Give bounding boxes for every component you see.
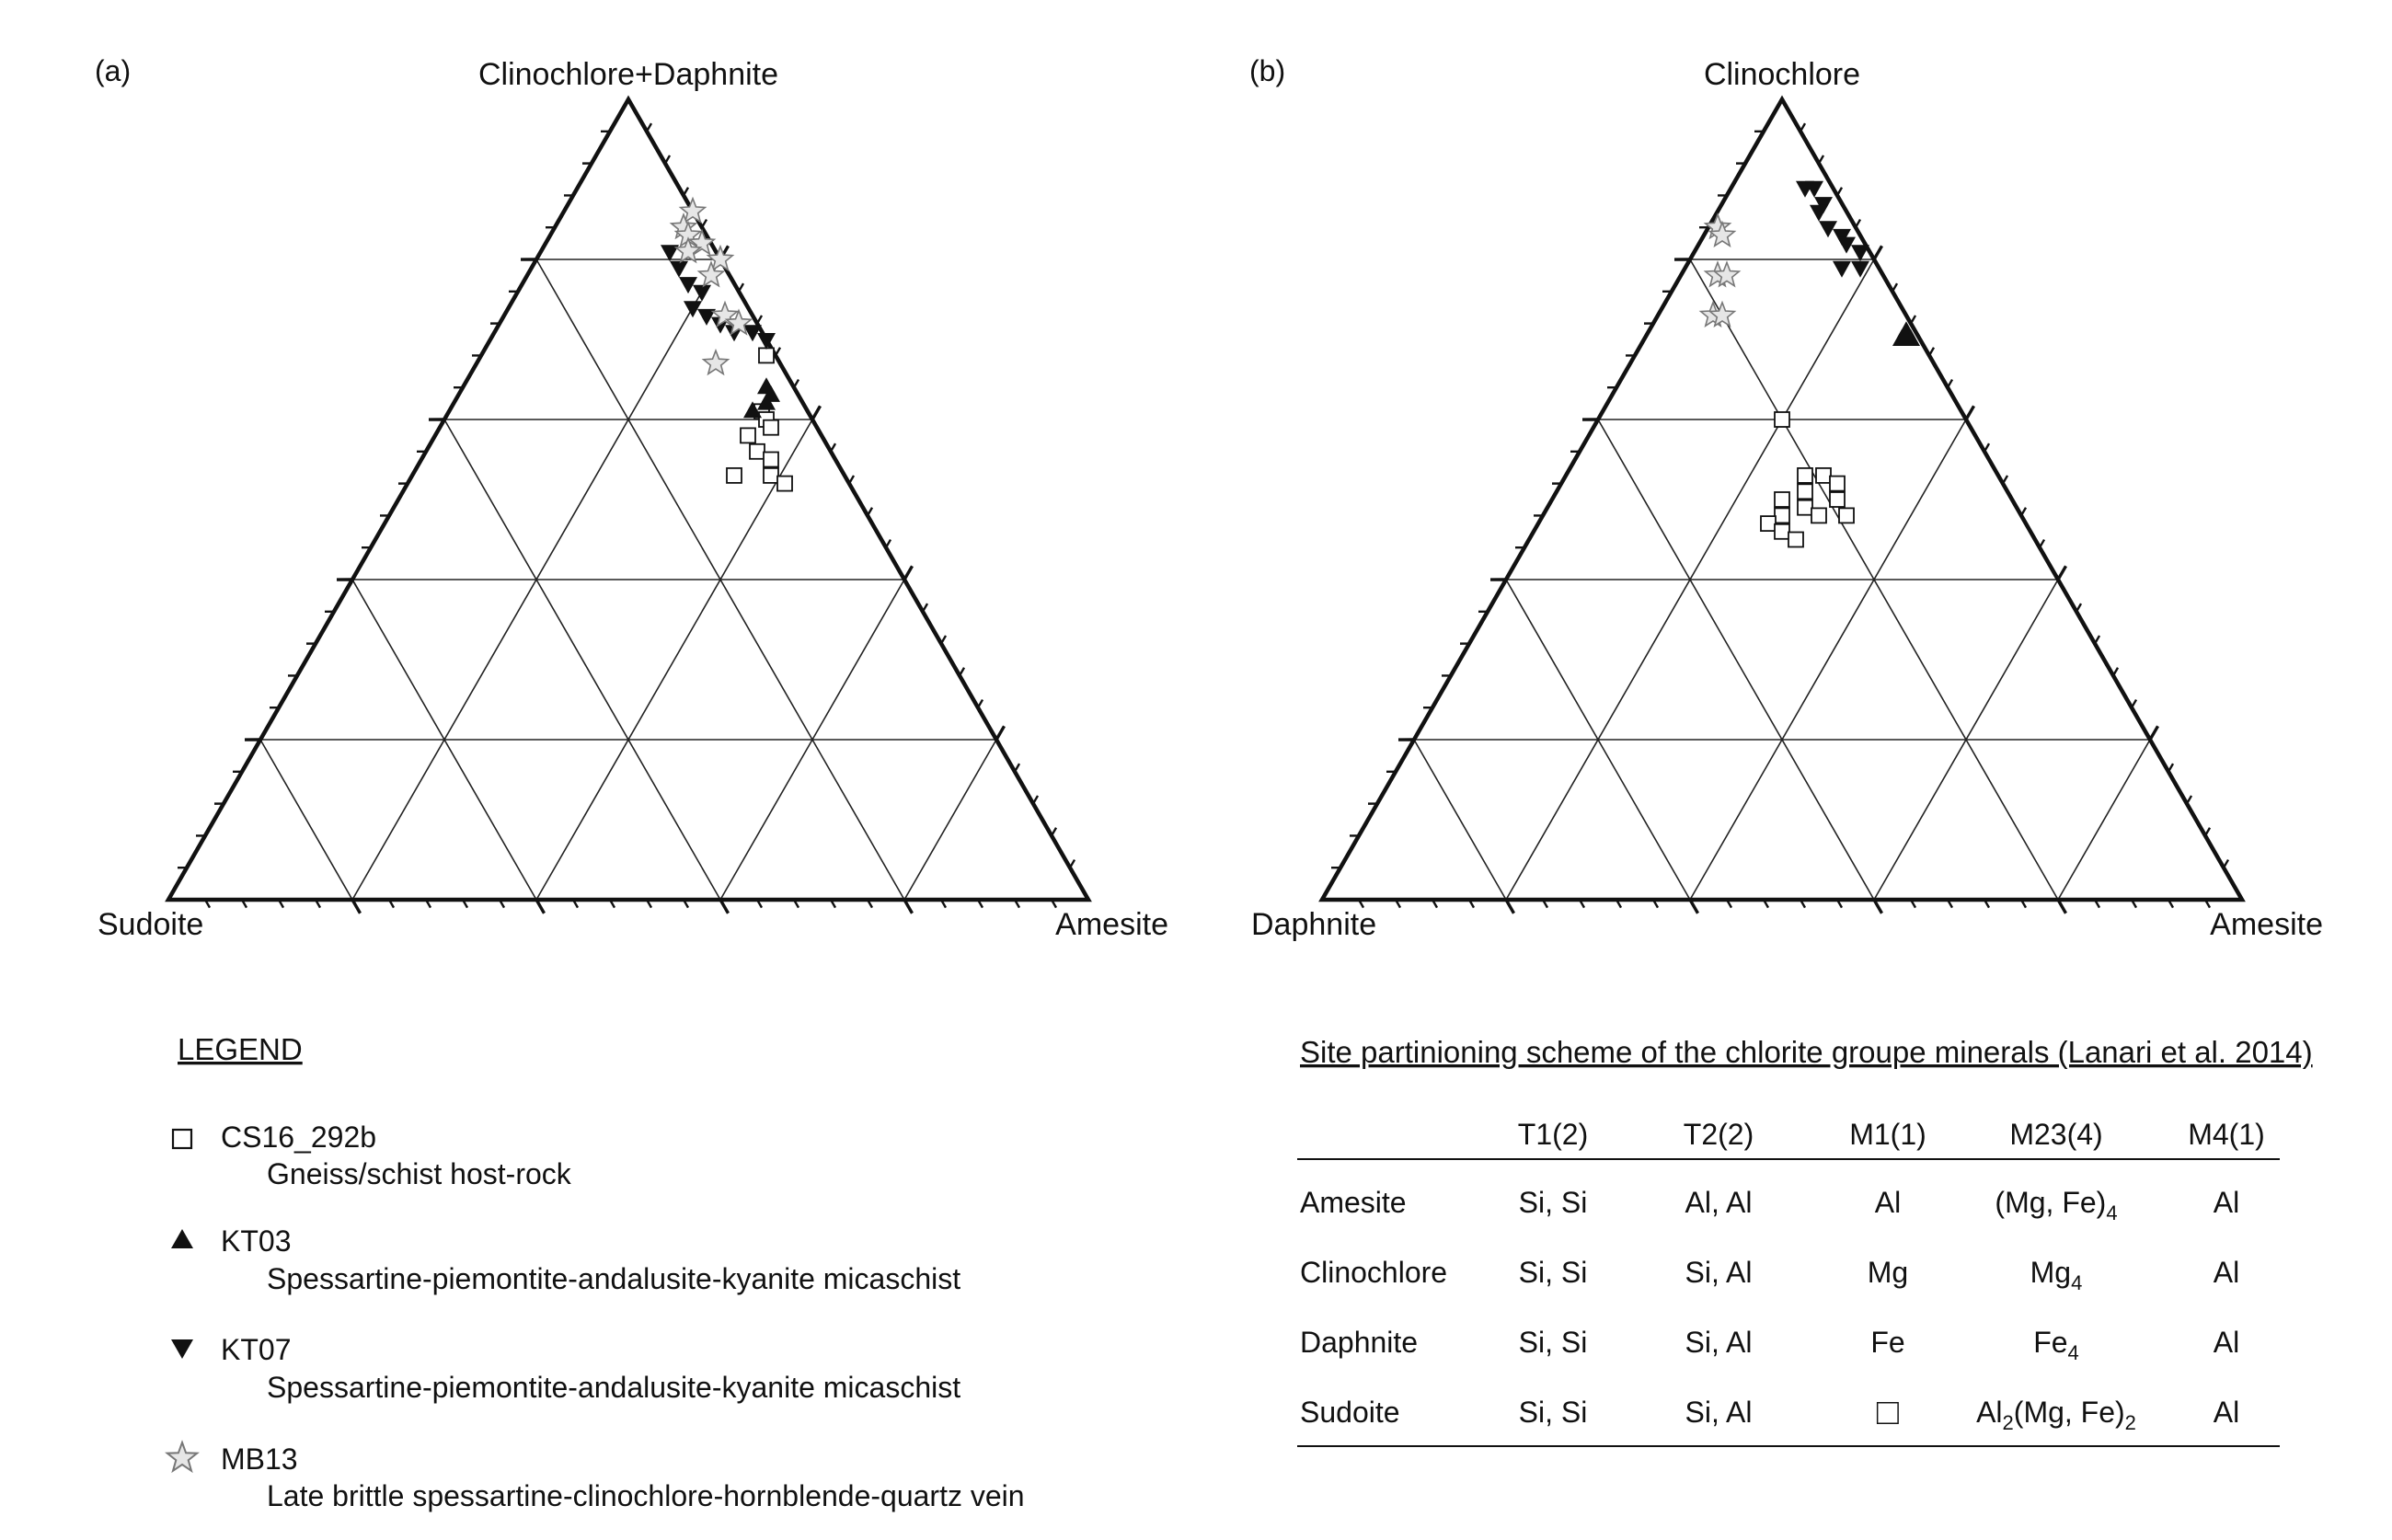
grid-line [2058, 740, 2150, 900]
grid-line [1690, 419, 1966, 900]
point-CS16_292b [750, 444, 765, 459]
point-CS16_292b [1788, 533, 1803, 547]
ternary-points-a [661, 199, 792, 491]
column-header: M23(4) [2009, 1118, 2103, 1151]
legend-item-mb13 [167, 1442, 1025, 1512]
legend-title: LEGEND [178, 1032, 303, 1066]
point-CS16_292b [741, 428, 755, 442]
point-CS16_292b [1839, 508, 1854, 523]
legend-description: Spessartine-piemontite-andalusite-kyanite micaschist [267, 1371, 961, 1404]
point-CS16_292b [1811, 508, 1826, 523]
ternary-frame-a [168, 99, 1088, 900]
point-CS16_292b [764, 420, 778, 435]
triangle-up-marker-icon [171, 1229, 193, 1248]
grid-line [260, 740, 352, 900]
grid-line [536, 419, 812, 900]
table-row [1300, 1256, 2239, 1294]
point-CS16_292b [1775, 508, 1789, 523]
legend-code: KT03 [221, 1224, 292, 1258]
point-CS16_292b [764, 453, 778, 467]
point-CS16_292b [1798, 468, 1812, 483]
cell-t1: Si, Si [1518, 1396, 1588, 1429]
cell-t2: Si, Al [1685, 1256, 1753, 1289]
legend-item-kt03 [171, 1224, 960, 1295]
apex-top-label-b: Clinochlore [1703, 57, 1861, 92]
cell-t2: Si, Al [1685, 1396, 1753, 1429]
cell-m23: $Fe_4$ [2033, 1326, 2079, 1364]
row-mineral: Amesite [1300, 1186, 1407, 1219]
cell-m4: Al [2213, 1326, 2240, 1359]
ternary-ticks-a [178, 123, 1075, 914]
triangle-down-marker-icon [171, 1339, 193, 1359]
apex-left-label-b: Daphnite [1251, 907, 1377, 942]
column-header: T2(2) [1683, 1118, 1754, 1151]
point-KT07 [1833, 261, 1851, 278]
row-mineral: Sudoite [1300, 1396, 1400, 1429]
cell-t1: Si, Si [1518, 1256, 1588, 1289]
panel-label-b: (b) [1249, 54, 1286, 87]
cell-m1: Mg [1867, 1256, 1909, 1289]
legend [167, 1032, 1025, 1512]
table-row [1300, 1186, 2239, 1224]
point-CS16_292b [1830, 492, 1845, 507]
legend-description: Late brittle spessartine-clinochlore-hornblende-quartz vein [267, 1479, 1025, 1512]
cell-m23: (Mg, $Fe)_4$ [1995, 1186, 2118, 1224]
ternary-grid-b [1414, 259, 2150, 900]
point-KT07 [693, 285, 711, 302]
point-CS16_292b [764, 468, 778, 483]
legend-item-cs16 [173, 1121, 572, 1190]
grid-line [904, 740, 996, 900]
point-CS16_292b [1775, 492, 1789, 507]
legend-description: Gneiss/schist host-rock [267, 1157, 571, 1190]
apex-right-label-b: Amesite [2210, 907, 2323, 942]
point-KT07 [1851, 261, 1869, 278]
panel-label-a: (a) [95, 54, 132, 87]
apex-top-label-a: Clinochlore+Daphnite [477, 57, 779, 92]
cell-t1: Si, Si [1518, 1186, 1588, 1219]
ternary-panel-b [1249, 54, 2323, 942]
star-marker-icon [167, 1442, 197, 1471]
row-mineral: Clinochlore [1300, 1256, 1448, 1289]
column-header: M4(1) [2188, 1118, 2265, 1151]
grid-line [444, 419, 720, 900]
cell-t2: Si, Al [1685, 1326, 1753, 1359]
point-KT07 [1810, 205, 1828, 222]
point-CS16_292b [1816, 468, 1831, 483]
grid-line [1414, 740, 1506, 900]
point-CS16_292b [1798, 500, 1812, 515]
point-MB13 [704, 351, 729, 374]
legend-code: MB13 [221, 1442, 298, 1476]
legend-item-kt07 [171, 1333, 960, 1404]
cell-t1: Si, Si [1518, 1326, 1588, 1359]
point-CS16_292b [727, 468, 742, 483]
cell-t2: Al, Al [1685, 1186, 1753, 1219]
point-CS16_292b [759, 348, 774, 362]
ternary-panel-a [95, 54, 1168, 942]
point-CS16_292b [777, 477, 792, 491]
column-header: M1(1) [1849, 1118, 1926, 1151]
point-CS16_292b [1830, 477, 1845, 491]
apex-left-label-a: Sudoite [98, 907, 204, 942]
ternary-points-b [1701, 181, 1920, 547]
legend-code: KT07 [221, 1333, 292, 1366]
apex-right-label-a: Amesite [1055, 907, 1168, 942]
row-mineral: Daphnite [1300, 1326, 1419, 1359]
point-CS16_292b [1798, 484, 1812, 499]
cell-m23: $Mg_4$ [2030, 1256, 2083, 1294]
cell-m1-vacancy: □ [1876, 1392, 1900, 1432]
cell-m4: Al [2213, 1396, 2240, 1429]
square-marker-icon [173, 1130, 191, 1148]
legend-description: Spessartine-piemontite-andalusite-kyanite micaschist [267, 1262, 961, 1295]
cell-m1: Al [1874, 1186, 1902, 1219]
ternary-grid-a [260, 259, 996, 900]
table-title: Site partinioning scheme of the chlorite groupe minerals (Lanari et al. 2014) [1300, 1035, 2313, 1069]
cell-m4: Al [2213, 1256, 2240, 1289]
cell-m23: $Al_2(Mg$, $Fe)_2$ [1976, 1396, 2136, 1434]
point-CS16_292b [1775, 412, 1789, 427]
point-CS16_292b [1761, 516, 1776, 531]
table-header [1518, 1118, 2265, 1151]
cell-m1: Fe [1870, 1326, 1905, 1359]
point-CS16_292b [1775, 524, 1789, 539]
site-table [1297, 1035, 2313, 1446]
column-header: T1(2) [1517, 1118, 1589, 1151]
table-row [1300, 1392, 2239, 1434]
legend-code: CS16_292b [221, 1121, 377, 1154]
point-KT07 [670, 261, 688, 278]
table-row [1300, 1326, 2239, 1364]
cell-m4: Al [2213, 1186, 2240, 1219]
